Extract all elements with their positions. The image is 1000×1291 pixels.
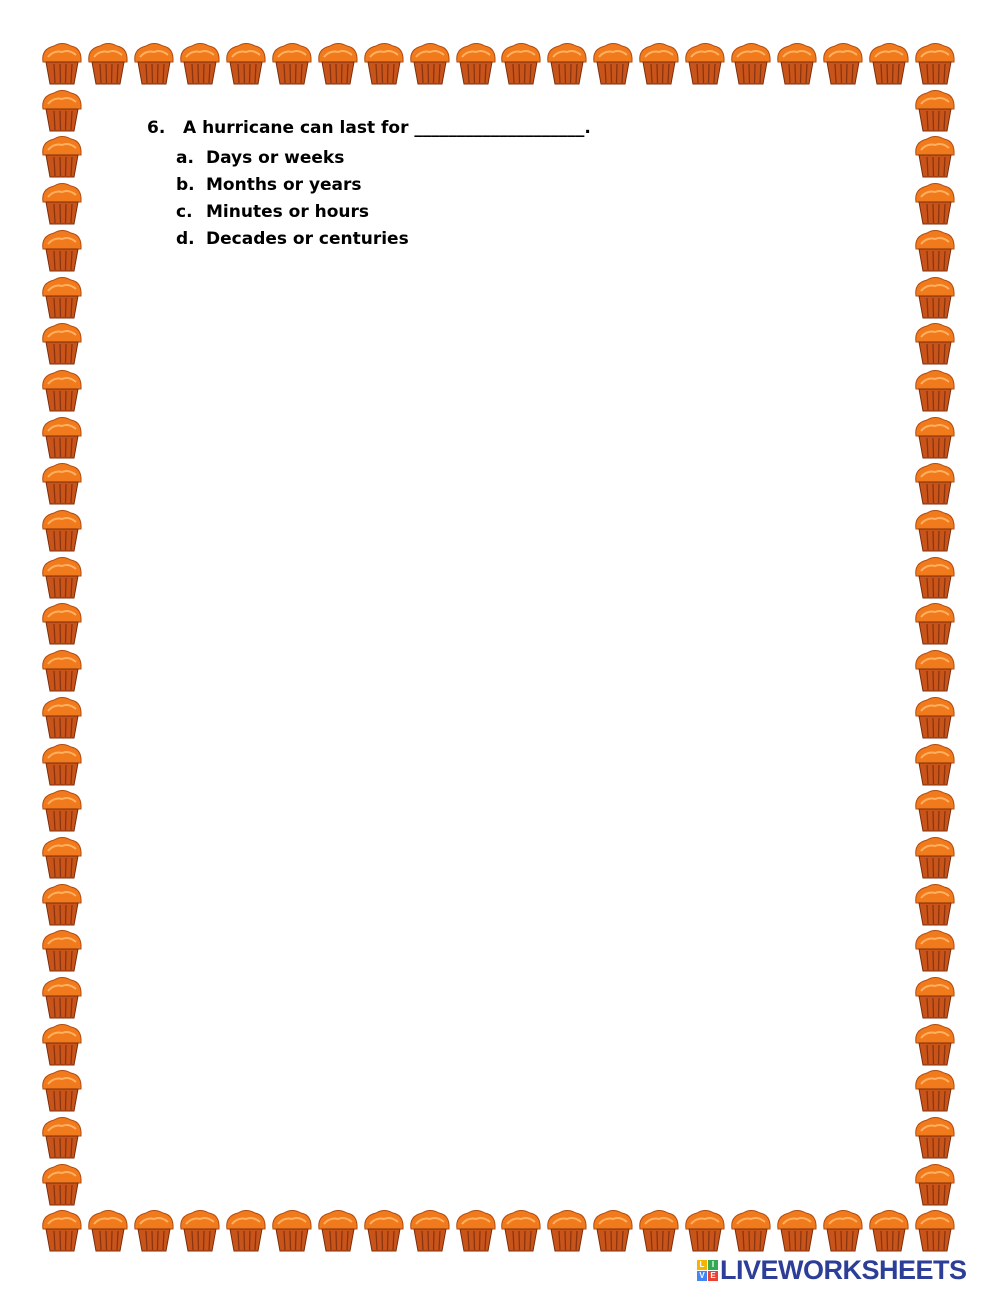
cupcake-icon: [411, 44, 449, 85]
cupcake-icon: [824, 1211, 862, 1252]
cupcake-icon: [227, 44, 265, 85]
option-text: Days or weeks: [206, 148, 345, 168]
cupcake-icon: [916, 1165, 954, 1206]
cupcake-icon: [43, 1165, 81, 1206]
cupcake-icon: [548, 1211, 586, 1252]
option-a[interactable]: [176, 147, 409, 174]
option-letter: a.: [176, 148, 194, 168]
cupcake-icon: [916, 1211, 954, 1252]
logo-letter: L: [697, 1260, 707, 1270]
cupcake-icon: [227, 1211, 265, 1252]
cupcake-icon: [686, 1211, 724, 1252]
cupcake-icon: [43, 558, 81, 599]
cupcake-icon: [778, 44, 816, 85]
cupcake-icon: [43, 698, 81, 739]
cupcake-icon: [732, 1211, 770, 1252]
cupcake-icon: [916, 1118, 954, 1159]
cupcake-icon: [916, 278, 954, 319]
cupcake-icon: [916, 418, 954, 459]
cupcake-icon: [916, 91, 954, 132]
cupcake-icon: [43, 1211, 81, 1252]
cupcake-icon: [43, 464, 81, 505]
cupcake-icon: [43, 231, 81, 272]
option-text: Decades or centuries: [206, 229, 409, 249]
cupcake-icon: [870, 44, 908, 85]
cupcake-icon: [43, 44, 81, 85]
cupcake-icon: [43, 651, 81, 692]
cupcake-icon: [594, 44, 632, 85]
cupcake-icon: [916, 511, 954, 552]
option-letter: b.: [176, 175, 195, 195]
cupcake-icon: [135, 44, 173, 85]
cupcake-icon: [43, 745, 81, 786]
cupcake-icon: [502, 44, 540, 85]
cupcake-icon: [778, 1211, 816, 1252]
cupcake-icon: [89, 1211, 127, 1252]
cupcake-icon: [916, 1071, 954, 1112]
cupcake-icon: [870, 1211, 908, 1252]
cupcake-icon: [365, 44, 403, 85]
cupcake-icon: [916, 44, 954, 85]
cupcake-icon: [43, 418, 81, 459]
cupcake-icon: [916, 604, 954, 645]
cupcake-icon: [916, 231, 954, 272]
cupcake-icon: [43, 324, 81, 365]
question-number: 6.: [147, 118, 166, 138]
cupcake-icon: [916, 978, 954, 1019]
cupcake-icon: [43, 184, 81, 225]
cupcake-icon: [916, 464, 954, 505]
liveworksheets-watermark: [697, 1255, 967, 1285]
cupcake-icon: [640, 44, 678, 85]
cupcake-icon: [916, 558, 954, 599]
cupcake-icon: [43, 1071, 81, 1112]
cupcake-icon: [43, 371, 81, 412]
cupcake-icon: [916, 137, 954, 178]
cupcake-icon: [43, 1025, 81, 1066]
cupcake-icon: [457, 1211, 495, 1252]
question-text: A hurricane can last for ____________________.: [183, 118, 591, 138]
cupcake-icon: [686, 44, 724, 85]
cupcake-icon: [365, 1211, 403, 1252]
option-text: Months or years: [206, 175, 362, 195]
cupcake-icon: [43, 791, 81, 832]
cupcake-icon: [43, 978, 81, 1019]
cupcake-icon: [43, 885, 81, 926]
question: [147, 118, 591, 138]
cupcake-icon: [319, 44, 357, 85]
cupcake-icon: [89, 44, 127, 85]
cupcake-icon: [43, 511, 81, 552]
cupcake-icon: [916, 931, 954, 972]
cupcake-icon: [43, 278, 81, 319]
logo-letter: V: [697, 1271, 707, 1281]
cupcake-icon: [548, 44, 586, 85]
cupcake-icon: [916, 838, 954, 879]
cupcake-icon: [916, 1025, 954, 1066]
cupcake-icon: [181, 1211, 219, 1252]
cupcake-icon: [181, 44, 219, 85]
option-b[interactable]: [176, 174, 409, 201]
cupcake-icon: [916, 324, 954, 365]
cupcake-icon: [916, 651, 954, 692]
cupcake-icon: [916, 791, 954, 832]
cupcake-icon: [273, 44, 311, 85]
cupcake-icon: [916, 885, 954, 926]
cupcake-icon: [135, 1211, 173, 1252]
cupcake-icon: [916, 371, 954, 412]
cupcake-icon: [916, 745, 954, 786]
cupcake-icon: [43, 838, 81, 879]
cupcake-icon: [640, 1211, 678, 1252]
cupcake-icon: [732, 44, 770, 85]
cupcake-icon: [916, 184, 954, 225]
option-letter: c.: [176, 202, 193, 222]
cupcake-icon: [594, 1211, 632, 1252]
option-letter: d.: [176, 229, 195, 249]
cupcake-icon: [319, 1211, 357, 1252]
cupcake-icon: [457, 44, 495, 85]
liveworksheets-logo-icon: [697, 1260, 718, 1281]
logo-letter: E: [708, 1271, 718, 1281]
option-d[interactable]: [176, 228, 409, 255]
cupcake-icon: [43, 137, 81, 178]
answer-options: [176, 147, 409, 255]
cupcake-icon: [43, 604, 81, 645]
cupcake-icon: [824, 44, 862, 85]
watermark-text: LIVEWORKSHEETS: [720, 1254, 967, 1285]
cupcake-icon: [273, 1211, 311, 1252]
cupcake-icon: [43, 91, 81, 132]
option-c[interactable]: [176, 201, 409, 228]
cupcake-icon: [502, 1211, 540, 1252]
cupcake-icon: [411, 1211, 449, 1252]
option-text: Minutes or hours: [206, 202, 370, 222]
cupcake-icon: [43, 1118, 81, 1159]
cupcake-icon: [916, 698, 954, 739]
logo-letter: I: [708, 1260, 718, 1270]
cupcake-icon: [43, 931, 81, 972]
